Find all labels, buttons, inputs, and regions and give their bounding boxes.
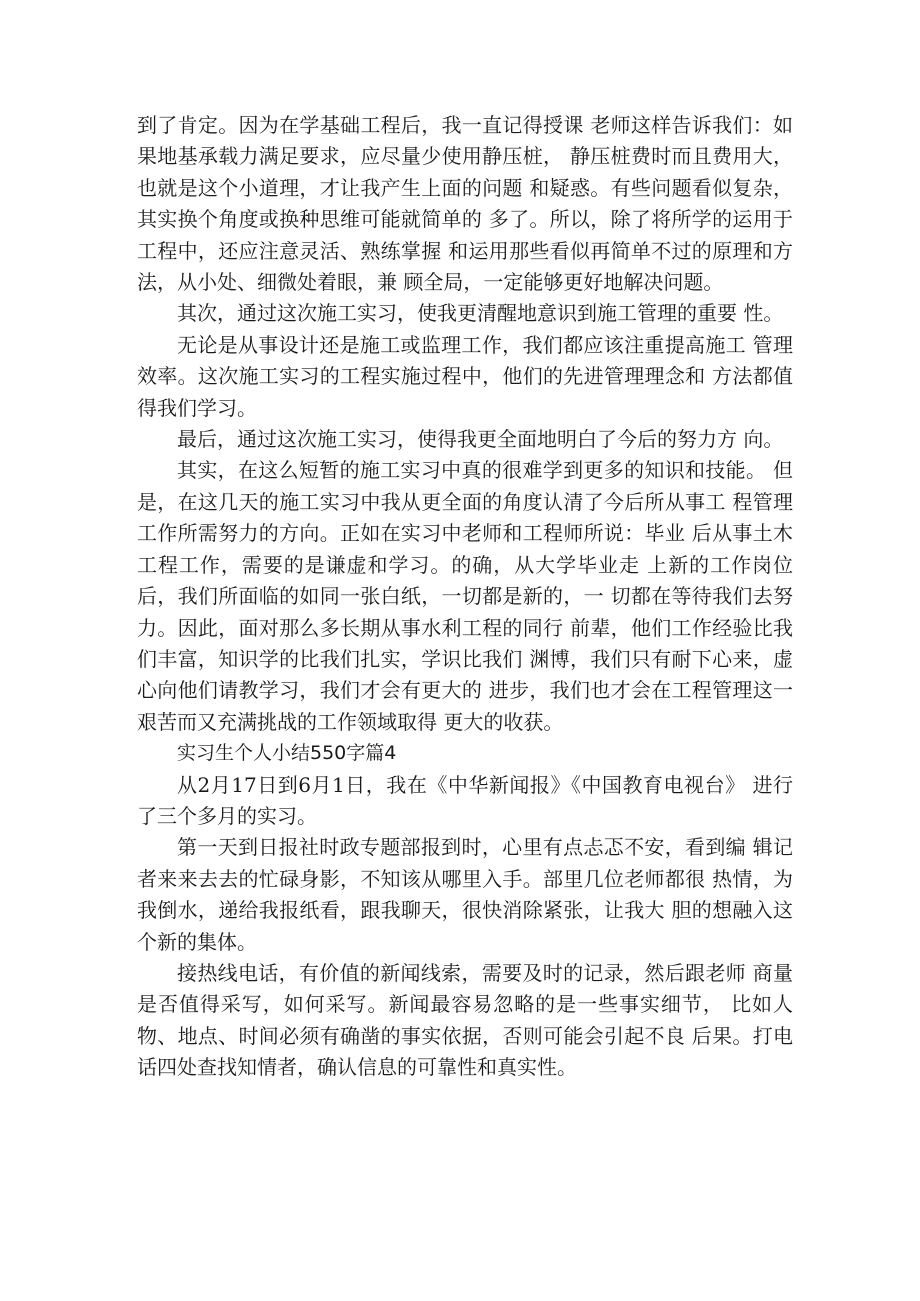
paragraph-reflection: 其实，在这么短暂的施工实习中真的很难学到更多的知识和技能。 但是，在这几天的施工实习中我从更全面的角度认清了今后所从事工 程管理工作所需努力的方向。正如在实习中老师和工程师所说：毕业 后从事土木工程工作，需要的是谦虚和学习。的确，从大学毕业走 上新的工作岗位后，我们所面临的如同一张白纸，一切都是新的，一 切都在等待我们去努力。因此，面对那么多长期从事水利工程的同行 前辈，他们工作经验比我们丰富，知识学的比我们扎实，学识比我们 渊博，我们只有耐下心来，虚心向他们请教学习，我们才会有更大的 进步，我们也才会在工程管理这一艰苦而又充满挑战的工作领域取得 更大的收获。 (137, 458, 793, 734)
paragraph-management: 无论是从事设计还是施工或监理工作，我们都应该注重提高施工 管理效率。这次施工实习的工程实施过程中，他们的先进管理理念和 方法都值得我们学习。 (137, 332, 793, 420)
paragraph-first-day: 第一天到日报社时政专题部报到时，心里有点忐忑不安，看到编 辑记者来来去去的忙碌身影，不知该从哪里入手。部里几位老师都很 热情，为我倒水，递给我报纸看，跟我聊天，很快消除紧张，让我大 胆的想融入这个新的集体。 (137, 835, 793, 954)
paragraph-hotline: 接热线电话，有价值的新闻线索，需要及时的记录，然后跟老师 商量是否值得采写，如何采写。新闻最容易忽略的是一些事实细节， 比如人物、地点、时间必须有确凿的事实依据，否则可能会引起不良 后果。打电话四处查找知情者，确认信息的可靠性和真实性。 (137, 960, 793, 1080)
document-body (137, 110, 793, 1084)
paragraph-second: 其次，通过这次施工实习，使我更清醒地意识到施工管理的重要 性。 (177, 301, 784, 326)
paragraph-continued: 到了肯定。因为在学基础工程后，我一直记得授课 老师这样告诉我们：如果地基承载力满足要求，应尽量少使用静压桩， 静压桩费时而且费用大，也就是这个小道理，才让我产生上面的问题 和疑惑。有些问题看似复杂，其实换个角度或换种思维可能就简单的 多了。所以，除了将所学的运用于工程中，还应注意灵活、熟练掌握 和运用那些看似再简单不过的原理和方法，从小处、细微处着眼，兼 顾全局，一定能够更好地解决问题。 (137, 113, 793, 295)
paragraph-internship-period: 从2月17日到6月1日，我在《中华新闻报》《中国教育电视台》 进行了三个多月的实习。 (137, 772, 793, 828)
paragraph-finally: 最后，通过这次施工实习，使得我更全面地明白了今后的努力方 向。 (177, 427, 784, 452)
section-heading: 实习生个人小结550字篇4 (177, 742, 397, 765)
